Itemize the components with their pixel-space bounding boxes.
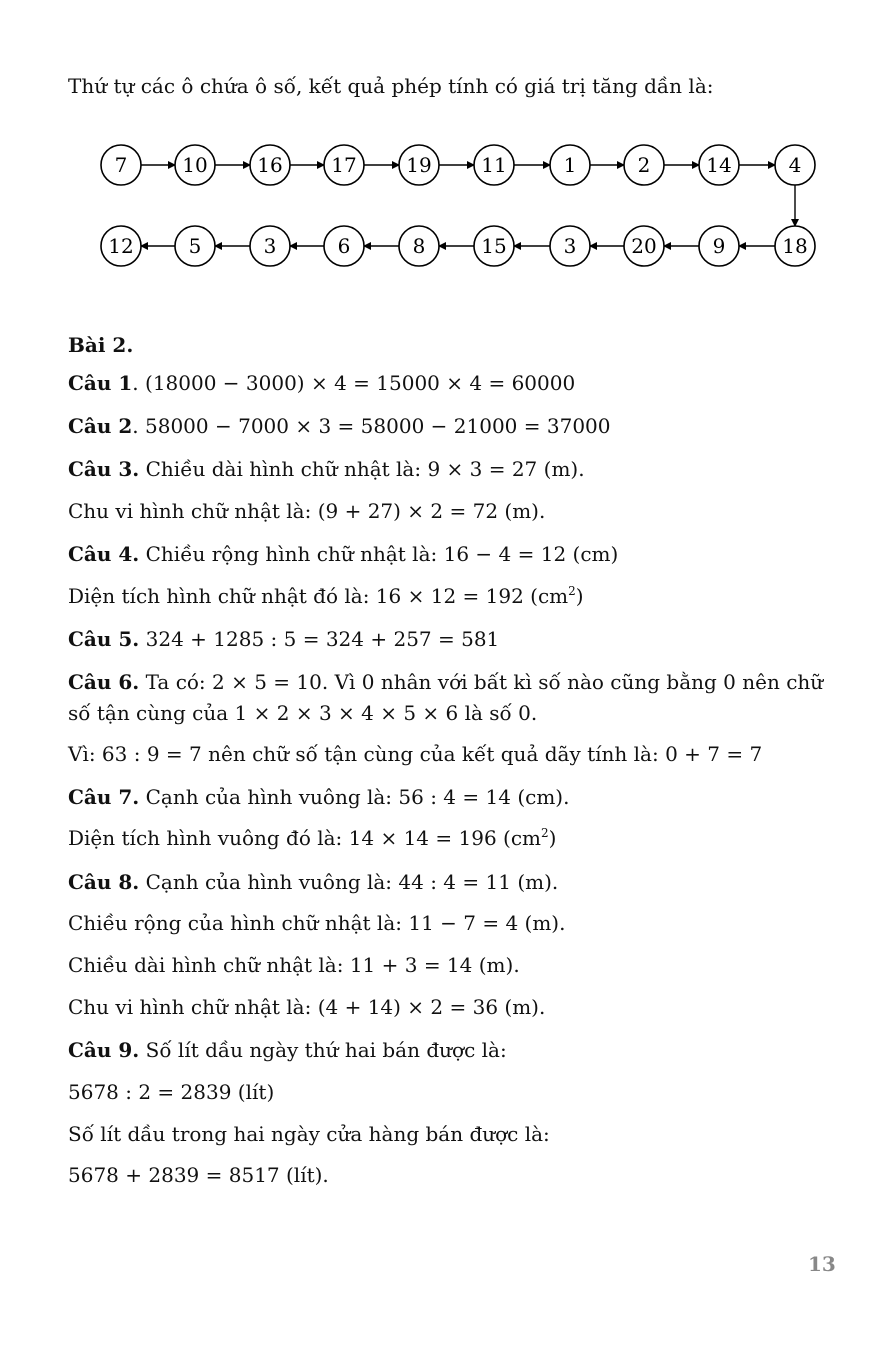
- cau7-line2: Diện tích hình vuông đó là: 14 × 14 = 196 $(cm^2)$: [68, 826, 557, 850]
- cau4-line: Câu 4. Chiều rộng hình chữ nhật là: 16 − 4 = 12 (cm): [68, 542, 619, 566]
- chain-number: 5: [188, 234, 202, 258]
- chain-node: [550, 145, 590, 185]
- chain-number: 2: [637, 153, 651, 177]
- cau3-line2: Chu vi hình chữ nhật là: (9 + 27) × 2 = 72 (m).: [68, 499, 546, 523]
- chain-node: [624, 226, 664, 266]
- chain-number: 4: [788, 153, 802, 177]
- chain-node: [324, 226, 364, 266]
- page-number: 13: [808, 1252, 836, 1276]
- chain-node: [250, 145, 290, 185]
- chain-node: [399, 226, 439, 266]
- cau3-line: Câu 3. Chiều dài hình chữ nhật là: 9 × 3 = 27 (m).: [68, 457, 585, 481]
- chain-number: 17: [331, 153, 357, 177]
- chain-node: [101, 226, 141, 266]
- chain-number: 12: [108, 234, 134, 258]
- cau8-line4: Chu vi hình chữ nhật là: (4 + 14) × 2 = 36 (m).: [68, 995, 546, 1019]
- cau9-line: Câu 9. Số lít dầu ngày thứ hai bán được là:: [68, 1038, 507, 1062]
- chain-node: [175, 226, 215, 266]
- cau7-line: Câu 7. Cạnh của hình vuông là: 56 : 4 = 14 (cm).: [68, 785, 570, 809]
- chain-number: 14: [706, 153, 732, 177]
- chain-number: 6: [337, 234, 351, 258]
- chain-number: 8: [412, 234, 426, 258]
- chain-node: [324, 145, 364, 185]
- chain-number: 19: [406, 153, 432, 177]
- chain-number: 7: [114, 153, 128, 177]
- chain-number: 18: [782, 234, 808, 258]
- chain-node: [101, 145, 141, 185]
- cau8-line2: Chiều rộng của hình chữ nhật là: 11 − 7 = 4 (m).: [68, 911, 566, 935]
- cau2-line: Câu 2. 58000 − 7000 × 3 = 58000 − 21000 = 37000: [68, 414, 611, 438]
- cau4-line2: Diện tích hình chữ nhật đó là: 16 × 12 = 192 $(cm^2)$: [68, 584, 584, 608]
- chain-number: 16: [257, 153, 283, 177]
- chain-node: [550, 226, 590, 266]
- chain-node: [775, 226, 815, 266]
- cau6-paragraph: Câu 6. Ta có: 2 × 5 = 10. Vì 0 nhân với bất kì số nào cũng bằng 0 nên chữ số tận cùng của 1 × 2 × 3 × 4 × 5 × 6 là số 0.: [68, 670, 824, 725]
- chain-node: [699, 226, 739, 266]
- chain-number: 11: [481, 153, 507, 177]
- chain-node: [175, 145, 215, 185]
- cau8-line3: Chiều dài hình chữ nhật là: 11 + 3 = 14 (m).: [68, 953, 520, 977]
- cau1-line: Câu 1. (18000 − 3000) × 4 = 15000 × 4 = 60000: [68, 371, 576, 395]
- cau6-line2: Vì: 63 : 9 = 7 nên chữ số tận cùng của kết quả dãy tính là: 0 + 7 = 7: [68, 742, 763, 766]
- cau9-line2: 5678 : 2 = 2839 (lít): [68, 1080, 275, 1104]
- chain-number: 15: [481, 234, 507, 258]
- chain-node: [250, 226, 290, 266]
- chain-number: 3: [263, 234, 277, 258]
- number-chain-diagram: [0, 0, 894, 300]
- chain-node: [474, 145, 514, 185]
- cau8-line: Câu 8. Cạnh của hình vuông là: 44 : 4 = 11 (m).: [68, 870, 559, 894]
- cau9-line4: 5678 + 2839 = 8517 (lít).: [68, 1163, 329, 1187]
- chain-number: 1: [563, 153, 577, 177]
- chain-node: [474, 226, 514, 266]
- chain-node: [624, 145, 664, 185]
- cau9-line3: Số lít dầu trong hai ngày cửa hàng bán được là:: [68, 1122, 550, 1146]
- bai2-title: Bài 2.: [68, 333, 134, 357]
- chain-node: [699, 145, 739, 185]
- chain-number: 20: [631, 234, 657, 258]
- intro-text: Thứ tự các ô chứa ô số, kết quả phép tính có giá trị tăng dần là:: [68, 74, 714, 98]
- chain-node: [399, 145, 439, 185]
- cau5-line: Câu 5. 324 + 1285 : 5 = 324 + 257 = 581: [68, 627, 500, 651]
- chain-number: 10: [182, 153, 208, 177]
- chain-node: [775, 145, 815, 185]
- chain-number: 3: [563, 234, 577, 258]
- chain-number: 9: [712, 234, 726, 258]
